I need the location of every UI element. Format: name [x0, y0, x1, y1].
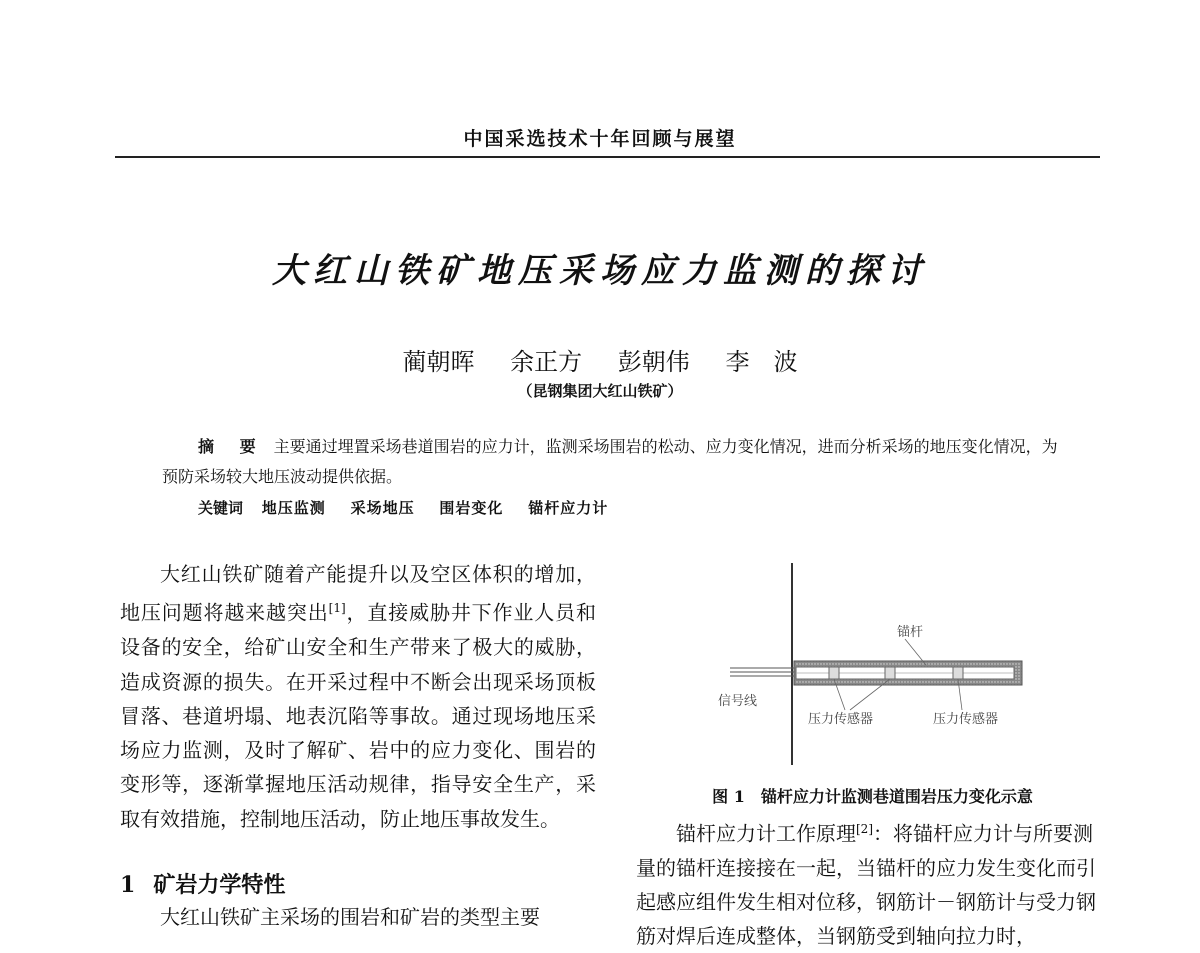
author-name: 蔺朝晖: [402, 348, 475, 376]
citation-ref[interactable]: [2]: [856, 822, 873, 836]
section-number: 1: [120, 872, 136, 898]
sensor-block: [885, 667, 895, 679]
principle-paragraph: [636, 812, 1110, 953]
label-anchor: 锚杆: [897, 625, 924, 640]
affiliation: （昆钢集团大红山铁矿）: [517, 382, 683, 400]
sensor-block: [953, 667, 963, 679]
author-name: 李 波: [725, 348, 798, 376]
keyword: 采场地压: [350, 499, 415, 517]
sensor-block: [829, 667, 839, 679]
label-sensor: 压力传感器: [933, 712, 999, 727]
keyword: 围岩变化: [439, 499, 504, 517]
running-header: 中国采选技术十年回顾与展望: [463, 128, 737, 150]
intro-text: 大红山铁矿随着产能提升以及空区体积的增加，地压问题将越来越突出: [120, 562, 596, 625]
keyword: 锚杆应力计: [528, 499, 609, 517]
section-title: 矿岩力学特性: [153, 872, 286, 898]
author-name: 彭朝伟: [617, 348, 690, 376]
abstract-label: 摘 要: [198, 437, 266, 456]
author-name: 余正方: [510, 348, 583, 376]
header-rule: [115, 156, 1100, 158]
abstract: [162, 432, 1072, 492]
section-heading: [120, 868, 303, 899]
anchor-stress-figure: [700, 555, 1040, 770]
principle-text: ：将锚杆应力计与所要测量的锚杆连接接在一起，当锚杆的应力发生变化而引起感应组件发生相对位移，钢筋计－钢筋计与受力钢筋对焊后连成整体，当钢筋受到轴向拉力时，: [636, 821, 1096, 948]
author-list: [0, 342, 1200, 377]
keyword: 地压监测: [261, 499, 326, 517]
label-signal: 信号线: [718, 694, 758, 709]
figure-caption: 图 1 锚杆应力计监测巷道围岩压力变化示意: [712, 787, 1033, 806]
keywords: [198, 497, 628, 518]
label-sensor: 压力传感器: [808, 712, 874, 727]
section1-paragraph: [120, 900, 596, 934]
intro-text-cont: ，直接威胁井下作业人员和设备的安全，给矿山安全和生产带来了极大的威胁，造成资源的损失。在开采过程中不断会出现采场顶板冒落、巷道坍塌、地表沉陷等事故。通过现场地压采场应力监测，及时了解矿、岩中的应力变化、围岩的变形等，逐渐掌握地压活动规律，指导安全生产，采取有效措施，控制地压活动，防止地压事故发生。: [120, 600, 597, 831]
citation-ref[interactable]: [1]: [328, 601, 346, 616]
keywords-label: 关键词: [198, 499, 244, 517]
paper-title: 大红山铁矿地压采场应力监测的探讨: [272, 251, 928, 291]
section1-text: 大红山铁矿主采场的围岩和矿岩的类型主要: [160, 905, 540, 929]
abstract-text: 主要通过埋置采场巷道围岩的应力计，监测采场围岩的松动、应力变化情况，进而分析采场的地压变化情况，为预防采场较大地压波动提供依据。: [162, 437, 1058, 486]
intro-paragraph: [120, 557, 596, 836]
principle-label: 锚杆应力计工作原理: [676, 821, 856, 846]
